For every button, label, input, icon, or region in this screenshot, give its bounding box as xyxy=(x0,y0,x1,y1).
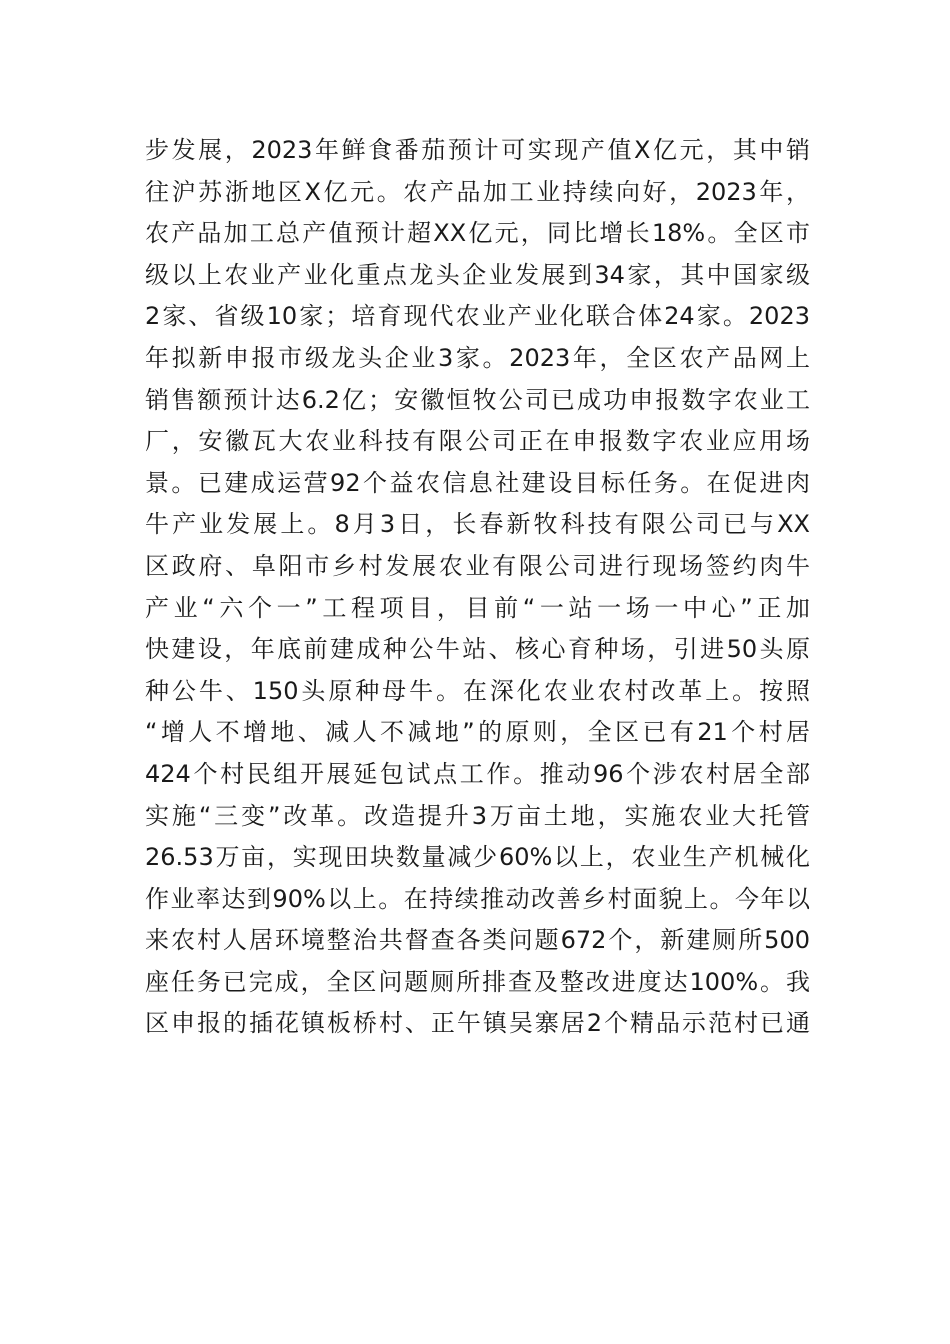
text-line: 农产品加工总产值预计超XX亿元，同比增长18%。全区市 xyxy=(145,219,810,248)
text-line: 424个村民组开展延包试点工作。推动96个涉农村居全部 xyxy=(145,759,810,788)
text-line: 快建设，年底前建成种公牛站、核心育种场，引进50头原 xyxy=(145,635,810,664)
text-line: 作业率达到90%以上。在持续推动改善乡村面貌上。今年以 xyxy=(145,884,810,913)
text-line: 销售额预计达6.2亿；安徽恒牧公司已成功申报数字农业工 xyxy=(145,385,810,414)
text-line: 往沪苏浙地区X亿元。农产品加工业持续向好，2023年， xyxy=(145,177,810,206)
text-line: 产业“六个一”工程项目，目前“一站一场一中心”正加 xyxy=(145,593,810,622)
text-line: 来农村人居环境整治共督查各类问题672个，新建厕所500 xyxy=(145,926,810,955)
text-line: 2家、省级10家；培育现代农业产业化联合体24家。2023 xyxy=(145,302,810,331)
text-line: 26.53万亩，实现田块数量减少60%以上，农业生产机械化 xyxy=(145,843,810,872)
text-line: 年拟新申报市级龙头企业3家。2023年，全区农产品网上 xyxy=(145,343,810,372)
text-line: 种公牛、150头原种母牛。在深化农业农村改革上。按照 xyxy=(145,676,810,705)
text-line: 实施“三变”改革。改造提升3万亩土地，实施农业大托管 xyxy=(145,801,810,830)
text-line: 座任务已完成，全区问题厕所排查及整改进度达100%。我 xyxy=(145,967,810,996)
body-paragraph xyxy=(145,130,810,1045)
text-line: 区政府、阜阳市乡村发展农业有限公司进行现场签约肉牛 xyxy=(145,551,810,580)
text-line: “增人不增地、减人不减地”的原则，全区已有21个村居 xyxy=(145,718,810,747)
text-line: 区申报的插花镇板桥村、正午镇吴寨居2个精品示范村已通 xyxy=(145,1009,810,1038)
text-line: 步发展，2023年鲜食番茄预计可实现产值X亿元，其中销 xyxy=(145,136,810,164)
text-line: 牛产业发展上。8月3日，长春新牧科技有限公司已与XX xyxy=(145,510,810,539)
text-line: 级以上农业产业化重点龙头企业发展到34家，其中国家级 xyxy=(145,260,810,289)
text-line: 厂，安徽瓦大农业科技有限公司正在申报数字农业应用场 xyxy=(145,427,810,456)
text-line: 景。已建成运营92个益农信息社建设目标任务。在促进肉 xyxy=(145,468,810,497)
